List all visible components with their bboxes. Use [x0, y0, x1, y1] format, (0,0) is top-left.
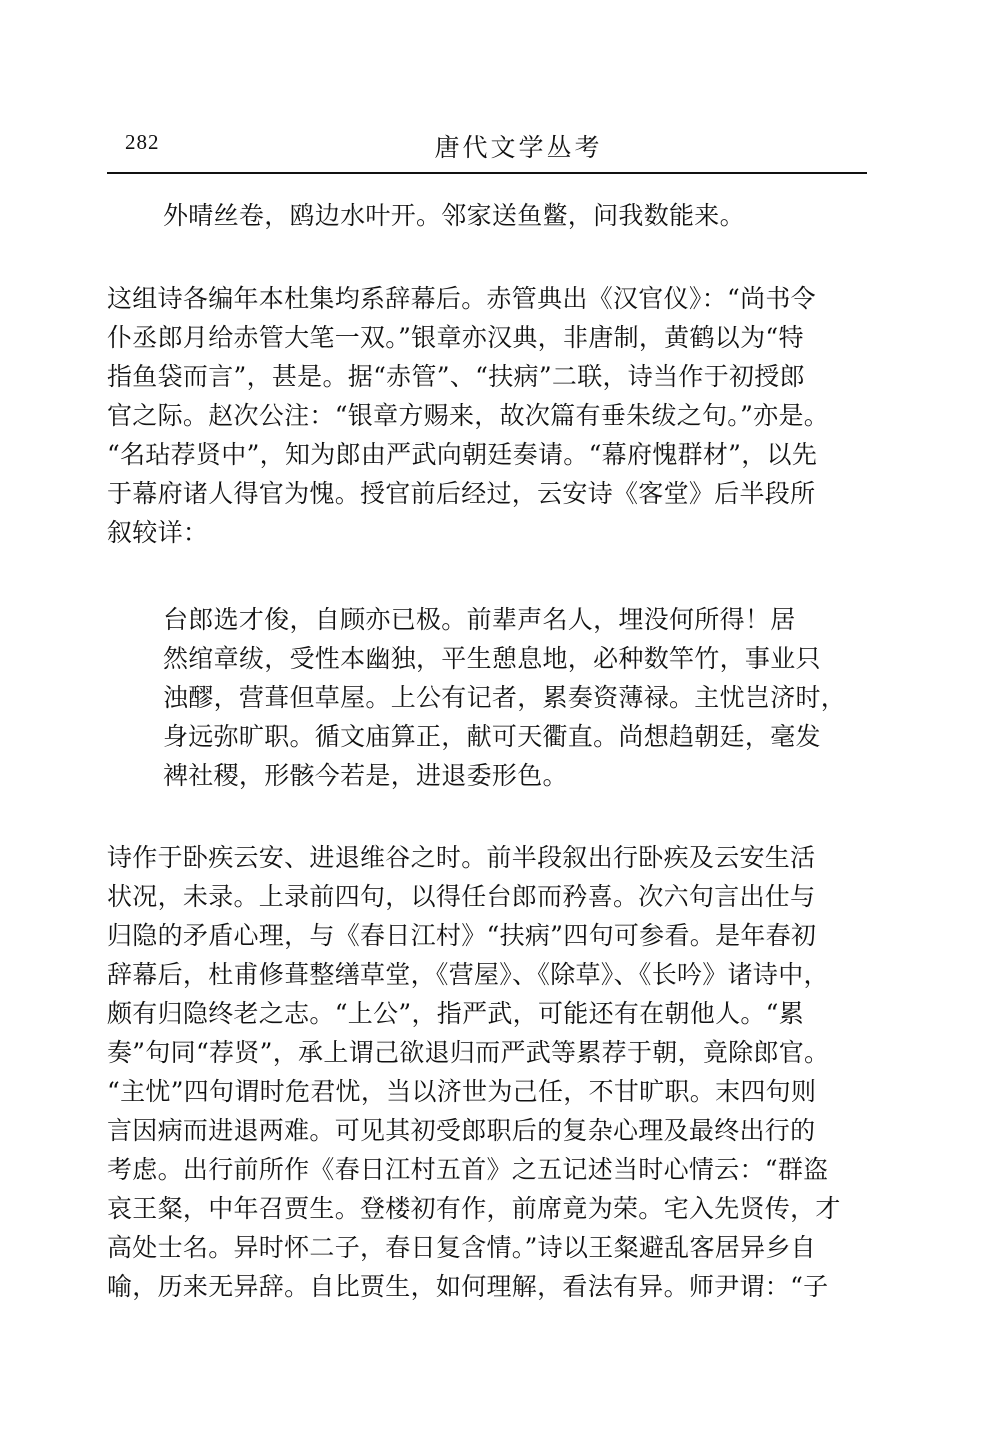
- text-line: 官之际。赵次公注：“银章方赐来，故次篇有垂朱绂之句。”亦是。: [107, 401, 830, 430]
- quote-line: 裨社稷，形骸今若是，进退委形色。: [163, 761, 568, 790]
- text-line: 言因病而进退两难。可见其初受郎职后的复杂心理及最终出行的: [107, 1116, 816, 1145]
- text-line: 诗作于卧疾云安、进退维谷之时。前半段叙出行卧疾及云安生活: [107, 843, 816, 872]
- running-title: 唐代文学丛考: [434, 133, 603, 162]
- text-line: “主忧”四句谓时危君忧，当以济世为己任，不甘旷职。末四句则: [107, 1077, 817, 1106]
- text-line: 颇有归隐终老之志。“上公”，指严武，可能还有在朝他人。“累: [107, 999, 805, 1028]
- commentary-paragraph-2: [107, 838, 841, 1306]
- verse-line: 外晴丝卷，鸥边水叶开。邻家送鱼鳖，问我数能来。: [163, 201, 745, 230]
- quote-line: 然绾章绂，受性本幽独，平生憩息地，必种数竿竹，事业只: [163, 644, 821, 673]
- commentary-paragraph-1: [107, 279, 829, 552]
- text-line: 归隐的矛盾心理，与《春日江村》“扶病”四句可参看。是年春初: [107, 921, 817, 950]
- text-line: 辞幕后，杜甫修葺整缮草堂，《营屋》、《除草》、《长吟》诸诗中，: [107, 960, 829, 989]
- text-line: 叙较详：: [107, 518, 209, 547]
- verse-fragment: [163, 196, 745, 235]
- poem-quotation: [163, 600, 846, 795]
- text-line: 哀王粲，中年召贾生。登楼初有作，前席竟为荣。宅入先贤传，才: [107, 1194, 841, 1223]
- text-line: 状况，未录。上录前四句，以得任台郎而矜喜。次六句言出仕与: [107, 882, 816, 911]
- page-number: 282: [125, 130, 160, 154]
- text-line: 指鱼袋而言”，甚是。据“赤管”、“扶病”二联，诗当作于初授郎: [107, 362, 805, 391]
- text-line: 奏”句同“荐贤”，承上谓己欲退归而严武等累荐于朝，竟除郎官。: [107, 1038, 830, 1067]
- text-line: “名玷荐贤中”，知为郎由严武向朝廷奏请。“幕府愧群材”，以先: [107, 440, 818, 469]
- text-line: 于幕府诸人得官为愧。授官前后经过，云安诗《客堂》后半段所: [107, 479, 816, 508]
- quote-line: 台郎选才俊，自顾亦已极。前辈声名人，埋没何所得！居: [163, 605, 796, 634]
- quote-line: 浊醪，营葺但草屋。上公有记者，累奏资薄禄。主忧岂济时，: [163, 683, 847, 712]
- text-line: 喻，历来无异辞。自比贾生，如何理解，看法有异。师尹谓：“子: [107, 1272, 829, 1301]
- text-line: 考虑。出行前所作《春日江村五首》之五记述当时心情云：“群盗: [107, 1155, 829, 1184]
- text-line: 高处士名。异时怀二子，春日复含情。”诗以王粲避乱客居异乡自: [107, 1233, 816, 1262]
- quote-line: 身远弥旷职。循文庙算正，献可天衢直。尚想趋朝廷，毫发: [163, 722, 821, 751]
- header-rule: [107, 172, 867, 174]
- text-line: 仆丞郎月给赤管大笔一双。”银章亦汉典，非唐制，黄鹤以为“特: [107, 323, 804, 352]
- text-line: 这组诗各编年本杜集均系辞幕后。赤管典出《汉官仪》：“尚书令: [107, 284, 816, 313]
